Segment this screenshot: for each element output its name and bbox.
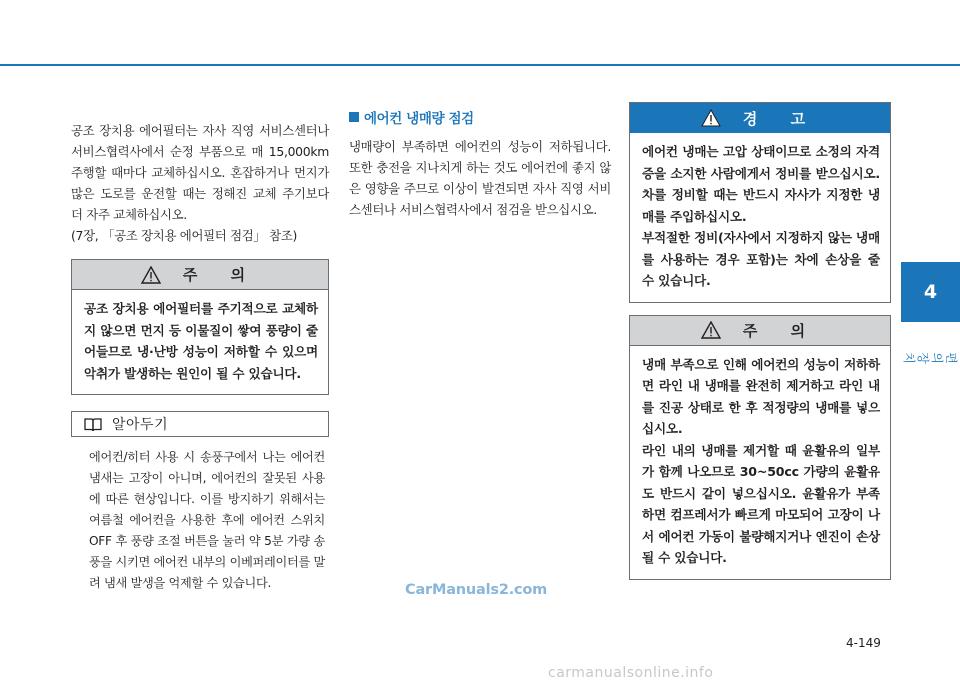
note-text: 에어컨/히터 사용 시 송풍구에서 나는 에어컨 냄새는 고장이 아니며, 에어컨의 잘못된 사용에 따른 현상입니다. 이를 방지하기 위해서는 여름철 에어컨을 사용한 후에 에어컨 스위치 OFF 후 풍량 조절 버튼을 눌러 약 5분 가량 송풍을 시키면 에어컨 내부의 이베퍼레이터를 말려 냄새 발생을 억제할 수 있습니다. bbox=[89, 450, 325, 590]
right-column bbox=[629, 102, 891, 580]
square-bullet-icon bbox=[349, 112, 359, 122]
warning-triangle-icon bbox=[701, 109, 721, 127]
note-header bbox=[71, 411, 329, 437]
reference-text: (7장, 「공조 장치용 에어필터 점검」 참조) bbox=[71, 228, 298, 243]
chapter-label-text: 편의 장치 bbox=[902, 352, 958, 364]
section-body bbox=[349, 136, 611, 220]
note-title: 알아두기 bbox=[112, 417, 169, 433]
caution-title: 주 의 bbox=[742, 321, 820, 340]
section-title: 에어컨 냉매량 점검 bbox=[364, 111, 474, 127]
left-column bbox=[71, 120, 329, 594]
caution-header bbox=[72, 260, 328, 290]
warning-paragraph-1: 에어컨 냉매는 고압 상태이므로 소정의 자격증을 소지한 사람에게서 정비를 받으십시오. 차를 정비할 때는 반드시 자사가 지정한 냉매를 주입하십시오. bbox=[642, 144, 880, 224]
warning-box bbox=[629, 102, 891, 303]
caution-paragraph-2: 라인 내의 냉매를 제거할 때 윤활유의 일부가 함께 나오므로 30~50cc 가량의 윤활유도 반드시 같이 넣으십시오. 윤활유가 부족하면 컴프레서가 빠르게 마모되어 고장이 나서 에어컨 가동이 불량해지거나 엔진이 손상될 수 있습니다. bbox=[642, 442, 880, 565]
middle-column bbox=[349, 107, 611, 220]
intro-text bbox=[71, 120, 329, 246]
caution-paragraph-1: 냉매 부족으로 인해 에어컨의 성능이 저하하면 라인 내 냉매를 완전히 제거하고 라인 내를 진공 상태로 한 후 적정량의 냉매를 넣으십시오. bbox=[642, 356, 880, 436]
section-paragraph: 냉매량이 부족하면 에어컨의 성능이 저하됩니다. 또한 충전을 지나치게 하는 것도 에어컨에 좋지 않은 영향을 주므로 이상이 발견되면 자사 직영 서비스센터나 서비스협력사에서 점검을 받으십시오. bbox=[349, 139, 611, 217]
warning-body bbox=[630, 133, 890, 302]
caution-body bbox=[630, 346, 890, 579]
caution-title: 주 의 bbox=[182, 266, 260, 284]
warning-triangle-icon bbox=[701, 321, 721, 339]
chapter-label bbox=[902, 330, 958, 386]
warning-title: 경 고 bbox=[742, 109, 820, 128]
warning-triangle-icon bbox=[141, 266, 161, 284]
book-icon bbox=[84, 417, 102, 432]
caution-box-left bbox=[71, 259, 329, 395]
warning-paragraph-2: 부적절한 정비(자사에서 지정하지 않는 냉매를 사용하는 경우 포함)는 차에 손상을 줄 수 있습니다. bbox=[642, 230, 880, 288]
intro-paragraph: 공조 장치용 에어필터는 자사 직영 서비스센터나 서비스협력사에서 순정 부품으로 매 15,000km 주행할 때마다 교체하십시오. 혼잡하거나 먼지가 많은 도로를 운전할 때는 정해진 교체 주기보다 더 자주 교체하십시오. bbox=[71, 123, 329, 222]
section-heading bbox=[349, 107, 611, 127]
top-rule bbox=[0, 64, 960, 66]
watermark-carmanuals[interactable]: CarManuals2.com bbox=[405, 582, 548, 598]
chapter-tab: 4 bbox=[901, 262, 960, 322]
warning-header bbox=[630, 103, 890, 133]
note-box bbox=[71, 411, 329, 594]
caution-text: 공조 장치용 에어필터를 주기적으로 교체하지 않으면 먼지 등 이물질이 쌓여 풍량이 줄어들므로 냉·난방 성능이 저하할 수 있으며 악취가 발생하는 원인이 될 수 있습니다. bbox=[84, 301, 318, 381]
page-number: 4-149 bbox=[846, 636, 881, 650]
caution-header bbox=[630, 316, 890, 346]
watermark-carmanualsonline[interactable]: carmanualsonline.info bbox=[548, 665, 714, 681]
caution-body bbox=[72, 290, 328, 394]
note-body bbox=[71, 437, 329, 594]
caution-box-right bbox=[629, 315, 891, 580]
